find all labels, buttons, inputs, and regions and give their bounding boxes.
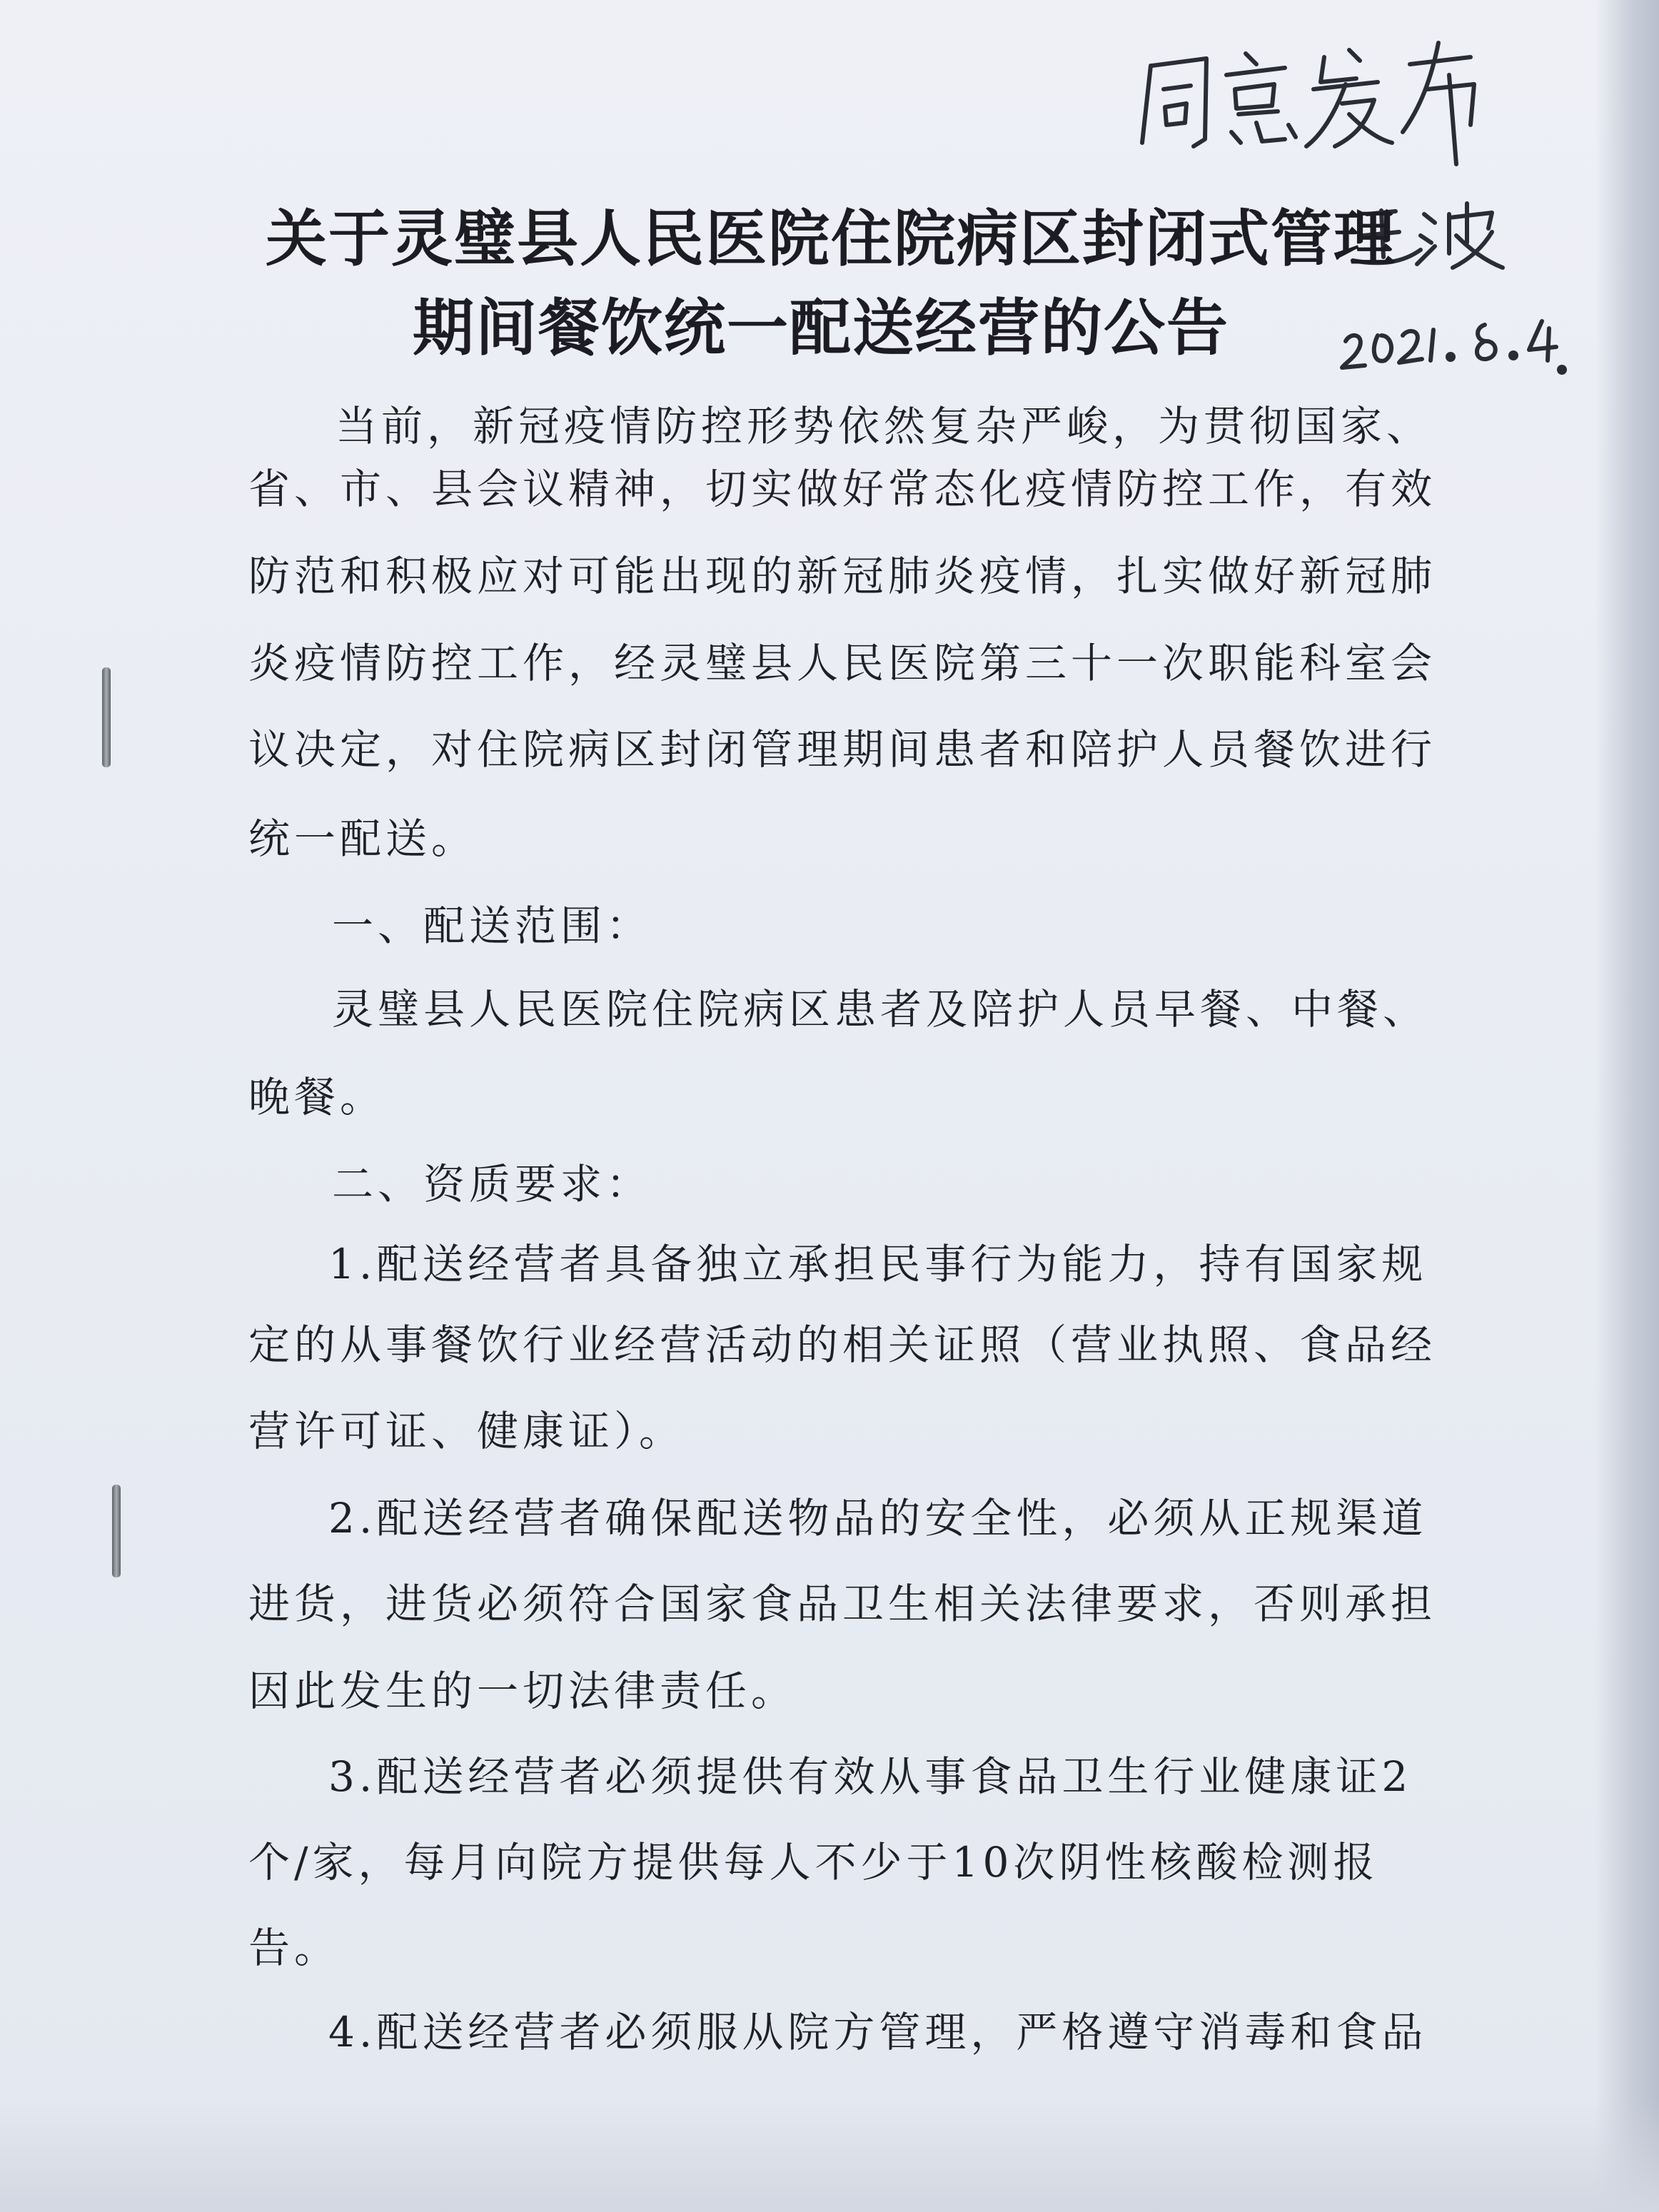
body-line: 当前，新冠疫情防控形势依然复杂严峻，为贯彻国家、 (336, 402, 1433, 450)
body-line: 灵璧县人民医院住院病区患者及陪护人员早餐、中餐、 (332, 985, 1429, 1034)
section-heading: 一、配送范围： (332, 902, 652, 950)
document-title-line-2: 期间餐饮统一配送经营的公告 (413, 292, 1229, 364)
body-line: 炎疫情防控工作，经灵璧县人民医院第三十一次职能科室会 (248, 639, 1437, 687)
body-line: 晚餐。 (248, 1073, 386, 1121)
body-line: 因此发生的一切法律责任。 (248, 1667, 797, 1715)
body-line: 省、市、县会议精神，切实做好常态化疫情防控工作，有效 (248, 465, 1437, 513)
body-line: 个/家，每月向院方提供每人不少于10次阴性核酸检测报 (248, 1838, 1379, 1887)
body-line: 2.配送经营者确保配送物品的安全性，必须从正规渠道 (328, 1494, 1428, 1542)
body-line: 营许可证、健康证）。 (248, 1407, 685, 1455)
body-line: 进货，进货必须符合国家食品卫生相关法律要求，否则承担 (248, 1580, 1437, 1628)
body-line: 防范和积极应对可能出现的新冠肺炎疫情，扎实做好新冠肺 (248, 552, 1437, 600)
body-line: 定的从事餐饮行业经营活动的相关证照（营业执照、食品经 (248, 1320, 1437, 1369)
section-heading: 二、资质要求： (332, 1160, 652, 1208)
body-line: 统一配送。 (248, 814, 478, 863)
body-line: 议决定，对住院病区封闭管理期间患者和陪护人员餐饮进行 (248, 725, 1437, 774)
document-title-line-1: 关于灵璧县人民医院住院病区封闭式管理 (266, 203, 1396, 275)
body-line: 告。 (248, 1924, 341, 1972)
body-line: 3.配送经营者必须提供有效从事食品卫生行业健康证2 (328, 1752, 1413, 1801)
body-line: 1.配送经营者具备独立承担民事行为能力，持有国家规 (328, 1240, 1428, 1288)
body-line: 4.配送经营者必须服从院方管理，严格遵守消毒和食品 (328, 2008, 1428, 2056)
